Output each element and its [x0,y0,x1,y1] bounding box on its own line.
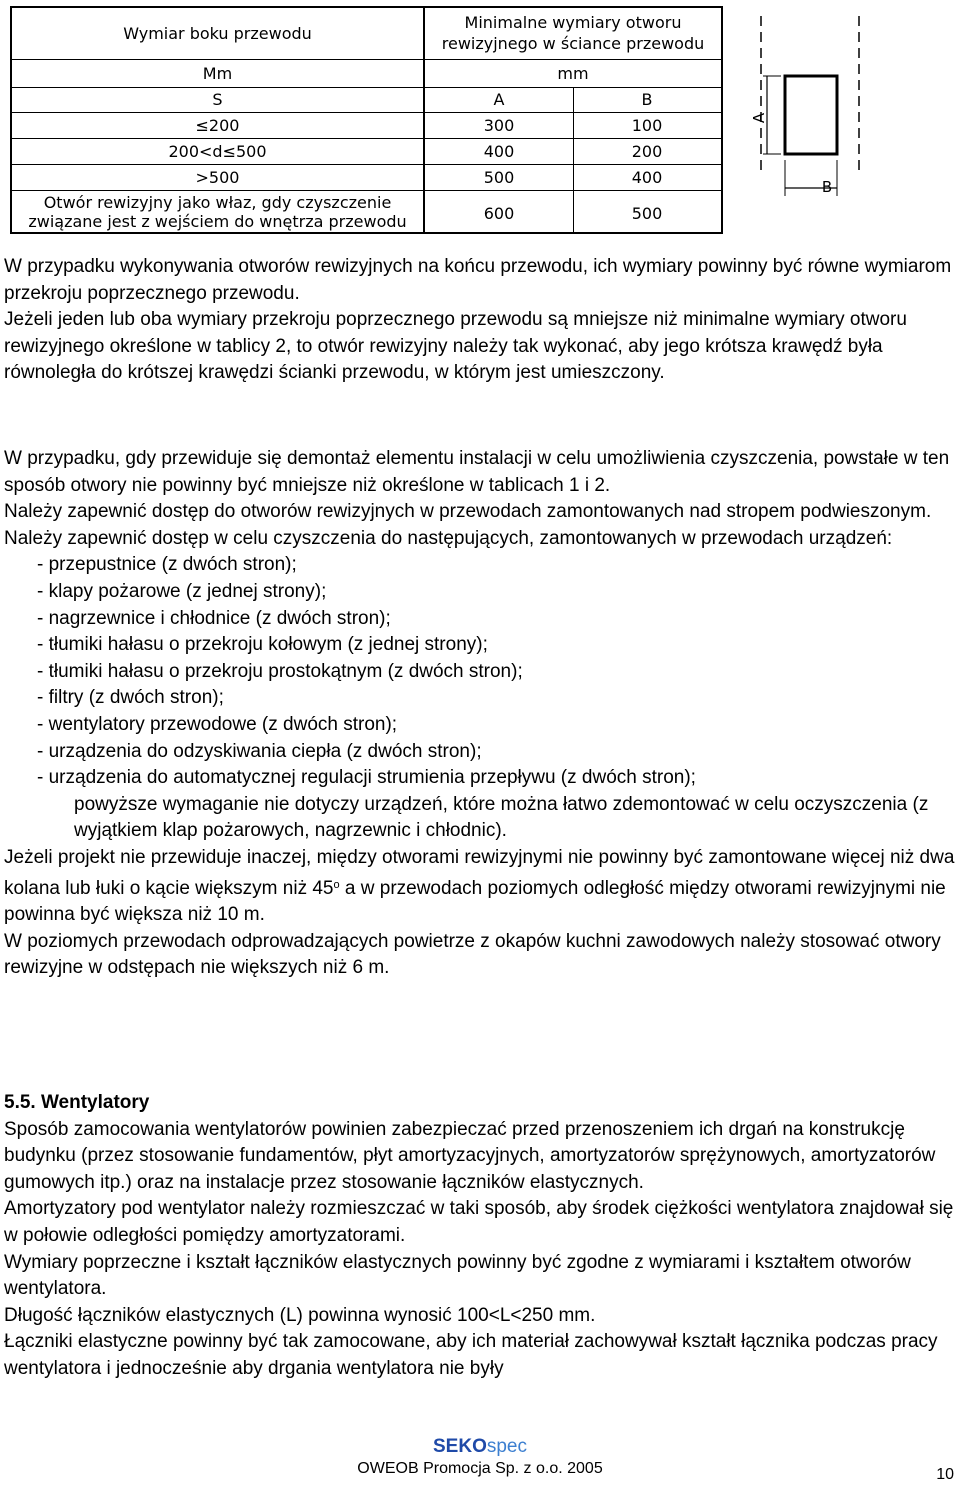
row-1-b: 100 [631,116,663,135]
paragraph-1: W przypadku wykonywania otworów rewizyjnych na końcu przewodu, ich wymiary powinny być równe wymiarom przekroju poprzecznego przewodu. [4,256,952,304]
row-1-s: ≤200 [195,116,240,135]
paragraph-4: Należy zapewnić dostęp do otworów rewizyjnych w przewodach zamontowanych nad stropem podwieszonym. [4,501,932,523]
section-heading: 5.5. Wentylatory [4,1092,150,1113]
dimensions-table [10,6,886,234]
col-b: B [641,90,653,109]
row-3-s: >500 [195,168,240,187]
list-item: - przepustnice (z dwóch stron); [37,554,297,576]
table-right-block [425,6,723,234]
paragraph-2: Jeżeli jeden lub oba wymiary przekroju poprzecznego przewodu są mniejsze niż minimalne wymiary otworu rewizyjnego określone w tablicy 2, to otwór rewizyjny należy tak wykonać, aby jego krótsza krawędź była równoległa do krótszej krawędzi ścianki przewodu, w którym jest umieszczony. [4,309,907,384]
paragraph-7: W poziomych przewodach odprowadzających powietrze z okapów kuchni zawodowych należy stosować otwory rewizyjne w odstępach nie większych niż 6 m. [4,930,941,979]
unit-left: Mm [202,64,233,83]
row-4-s: Otwór rewizyjny jako właz, gdy czyszczenie związane jest z wejściem do wnętrza przewodu [28,193,407,231]
list-item: - klapy pożarowe (z jednej strony); [37,580,327,602]
paragraph-8: Sposób zamocowania wentylatorów powinien zabezpieczać przed przenoszeniem ich drgań na konstrukcję budynku (przez stosowanie fundamentów, płyt amortyzacyjnych, amortyzatorów sprężynowych, amortyzatorów gumowych itp.) oraz na instalacje przez stosowanie łączników elastycznych. [4,1118,936,1193]
list-item: - urządzenia do odzyskiwania ciepła (z dwóch stron); [37,740,482,762]
list-item: - wentylatory przewodowe (z dwóch stron); [37,713,398,735]
device-list [4,552,956,791]
list-item: - tłumiki hałasu o przekroju kołowym (z jednej strony); [37,634,488,656]
list-note: powyższe wymaganie nie dotyczy urządzeń, które można łatwo zdemontować w celu oczyszczenia (z wyjątkiem klap pożarowych, nagrzewnic i chłodnic). [74,793,929,842]
diagram-label-b: B [821,178,833,196]
unit-right: mm [557,64,589,83]
row-2-b: 200 [631,142,663,161]
row-2-a: 400 [483,142,515,161]
header-side-size: Wymiar boku przewodu [123,24,312,43]
list-item: - nagrzewnice i chłodnice (z dwóch stron); [37,607,391,629]
footer-company: OWEOB Promocja Sp. z o.o. 2005 [357,1460,603,1477]
row-3-b: 400 [631,168,663,187]
row-2-s: 200<d≤500 [168,142,267,161]
page-number: 10 [936,1466,954,1483]
row-4-a: 600 [483,204,515,223]
paragraph-3: W przypadku, gdy przewiduje się demontaż elementu instalacji w celu umożliwienia czyszczenia, powstałe w ten sposób otwory nie powinny być mniejsze niż określone w tablicach 1 i 2. [4,448,950,496]
opening-diagram [735,6,887,234]
col-s: S [212,90,223,109]
diagram-label-a: A [750,112,768,124]
col-a: A [493,90,505,109]
paragraph-9: Amortyzatory pod wentylator należy rozmieszczać w taki sposób, aby środek ciężkości wentylatora znajdował się w połowie odległości pomiędzy amortyzatorami. [4,1198,954,1246]
section-5-5 [4,1090,956,1383]
row-4-b: 500 [631,204,663,223]
row-1-a: 300 [483,116,515,135]
body-text-2 [4,446,956,982]
paragraph-6: Jeżeli projekt nie przewiduje inaczej, między otworami rewizyjnymi nie powinny być zamontowane więcej niż dwa kolana lub łuki o kącie większym niż 45$^o$ a w przewodach poziomych odległość między otworami rewizyjnymi nie powinna być większa niż 10 m. [4,846,955,926]
degree-sign: o [333,878,340,891]
list-item: - urządzenia do automatycznej regulacji strumienia przepływu (z dwóch stron); [37,767,696,789]
header-min-dimensions: Minimalne wymiary otworu rewizyjnego w ściance przewodu [441,13,705,53]
paragraph-5: Należy zapewnić dostęp w celu czyszczenia do następujących, zamontowanych w przewodach urządzeń: [4,527,893,549]
list-item: - filtry (z dwóch stron); [37,687,224,709]
body-text [4,254,956,387]
paragraph-12: Łączniki elastyczne powinny być tak zamocowane, aby ich materiał zachowywał kształt łącznika podczas pracy wentylatora i jednocześnie aby drgania wentylatora nie były [4,1331,938,1379]
list-item: - tłumiki hałasu o przekroju prostokątnym (z dwóch stron); [37,660,523,682]
paragraph-11: Długość łączników elastycznych (L) powinna wynosić 100<L<250 mm. [4,1304,596,1326]
paragraph-10: Wymiary poprzeczne i kształt łączników elastycznych powinny być zgodne z wymiarami i kształtem otworów wentylatora. [4,1251,911,1300]
row-3-a: 500 [483,168,515,187]
footer-logo: SEKOspec [433,1436,527,1457]
table-left-block [10,6,425,234]
